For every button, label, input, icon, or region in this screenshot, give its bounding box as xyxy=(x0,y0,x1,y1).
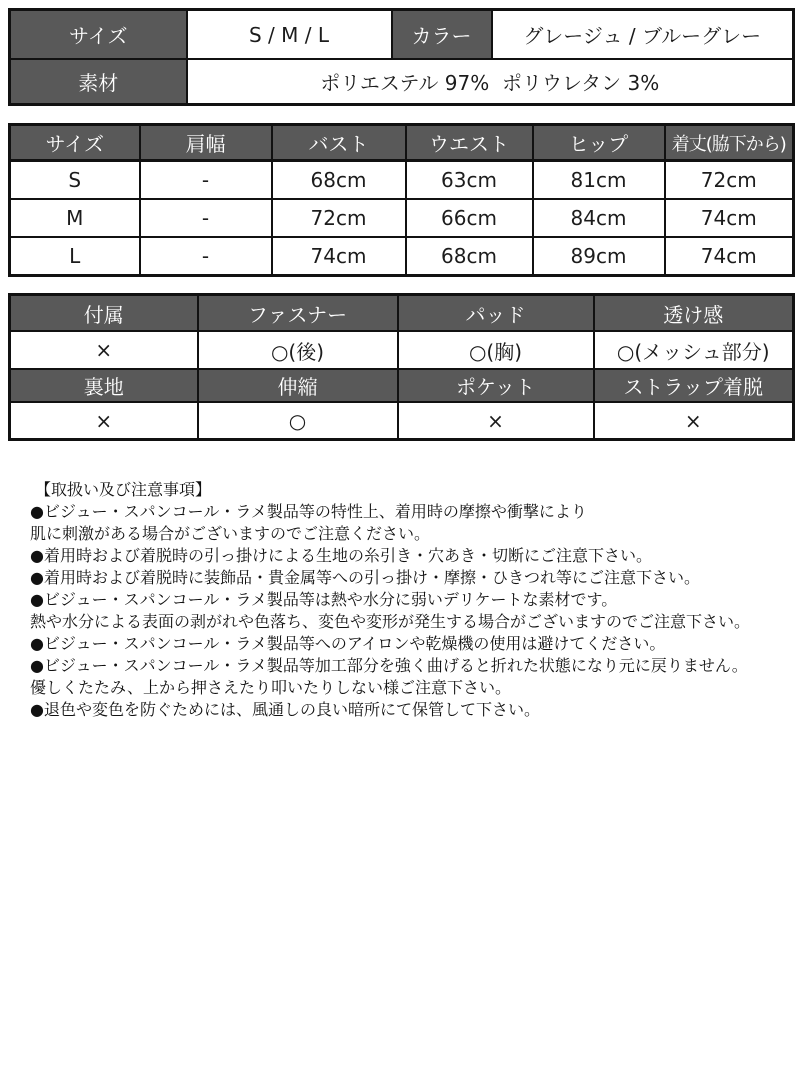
header-cell: ウエスト xyxy=(406,125,533,161)
header-cell: 裏地 xyxy=(10,369,198,402)
measurements-row-l xyxy=(10,237,794,276)
value-cell: ○ xyxy=(198,402,398,440)
header-cell: 着丈(脇下から) xyxy=(665,125,794,161)
value-cell: 72cm xyxy=(272,199,406,237)
material-value-cell: ポリエステル 97% ポリウレタン 3% xyxy=(187,59,794,105)
size-cell: S xyxy=(10,161,140,200)
material-label-cell: 素材 xyxy=(10,59,187,105)
value-cell: 74cm xyxy=(665,237,794,276)
header-cell: パッド xyxy=(398,295,594,332)
features-header-row-1 xyxy=(10,295,794,332)
care-note-line: 熱や水分による表面の剥がれや色落ち、変色や変形が発生する場合がございますのでご注意下さい。 xyxy=(30,612,751,631)
features-header-row-2 xyxy=(10,369,794,402)
measurements-row-s xyxy=(10,161,794,200)
header-cell: ファスナー xyxy=(198,295,398,332)
care-note-line: ●着用時および着脱時に装飾品・貴金属等への引っ掛け・摩擦・ひきつれ等にご注意下さい。 xyxy=(30,568,700,587)
header-cell: 伸縮 xyxy=(198,369,398,402)
value-cell: × xyxy=(398,402,594,440)
value-cell: 74cm xyxy=(272,237,406,276)
value-cell: 89cm xyxy=(533,237,665,276)
value-cell: ○(胸) xyxy=(398,331,594,369)
care-notes-title: 【取扱い及び注意事項】 xyxy=(35,480,212,499)
value-cell: 72cm xyxy=(665,161,794,200)
size-label-cell: サイズ xyxy=(10,10,187,60)
value-cell: × xyxy=(594,402,794,440)
header-cell: ヒップ xyxy=(533,125,665,161)
value-cell: ○(メッシュ部分) xyxy=(594,331,794,369)
care-note-line: ●着用時および着脱時の引っ掛けによる生地の糸引き・穴あき・切断にご注意下さい。 xyxy=(30,546,652,565)
value-cell: - xyxy=(140,199,272,237)
measurements-row-m xyxy=(10,199,794,237)
care-note-line: ●ビジュー・スパンコール・ラメ製品等へのアイロンや乾燥機の使用は避けてください。 xyxy=(30,634,666,653)
header-cell: 肩幅 xyxy=(140,125,272,161)
size-value-cell: S / M / L xyxy=(187,10,392,60)
value-cell: 66cm xyxy=(406,199,533,237)
care-note-line: ●ビジュー・スパンコール・ラメ製品等の特性上、着用時の摩擦や衝撃により xyxy=(30,502,587,521)
features-value-row-1 xyxy=(10,331,794,369)
care-note-line: ●ビジュー・スパンコール・ラメ製品等は熱や水分に弱いデリケートな素材です。 xyxy=(30,590,618,609)
value-cell: 63cm xyxy=(406,161,533,200)
header-cell: バスト xyxy=(272,125,406,161)
value-cell: ○(後) xyxy=(198,331,398,369)
header-cell: ポケット xyxy=(398,369,594,402)
header-cell: 付属 xyxy=(10,295,198,332)
features-table xyxy=(8,293,795,441)
color-label-cell: カラー xyxy=(392,10,492,60)
features-value-row-2 xyxy=(10,402,794,440)
color-value-cell: グレージュ / ブルーグレー xyxy=(492,10,794,60)
care-note-line: ●退色や変色を防ぐためには、風通しの良い暗所にて保管して下さい。 xyxy=(30,700,540,719)
header-cell: ストラップ着脱 xyxy=(594,369,794,402)
value-cell: 81cm xyxy=(533,161,665,200)
care-note-line: 肌に刺激がある場合がございますのでご注意ください。 xyxy=(30,524,431,543)
care-note-line: ●ビジュー・スパンコール・ラメ製品等加工部分を強く曲げると折れた状態になり元に戻りません。 xyxy=(30,656,748,675)
spec-table xyxy=(8,8,795,106)
size-cell: L xyxy=(10,237,140,276)
header-cell: サイズ xyxy=(10,125,140,161)
value-cell: × xyxy=(10,331,198,369)
value-cell: 68cm xyxy=(406,237,533,276)
size-cell: M xyxy=(10,199,140,237)
measurements-table xyxy=(8,123,795,277)
header-cell: 透け感 xyxy=(594,295,794,332)
value-cell: 68cm xyxy=(272,161,406,200)
measurements-header-row xyxy=(10,125,794,161)
care-notes xyxy=(30,479,790,721)
care-note-line: 優しくたたみ、上から押さえたり叩いたりしない様ご注意下さい。 xyxy=(30,678,511,697)
value-cell: 74cm xyxy=(665,199,794,237)
value-cell: - xyxy=(140,161,272,200)
value-cell: 84cm xyxy=(533,199,665,237)
value-cell: × xyxy=(10,402,198,440)
value-cell: - xyxy=(140,237,272,276)
